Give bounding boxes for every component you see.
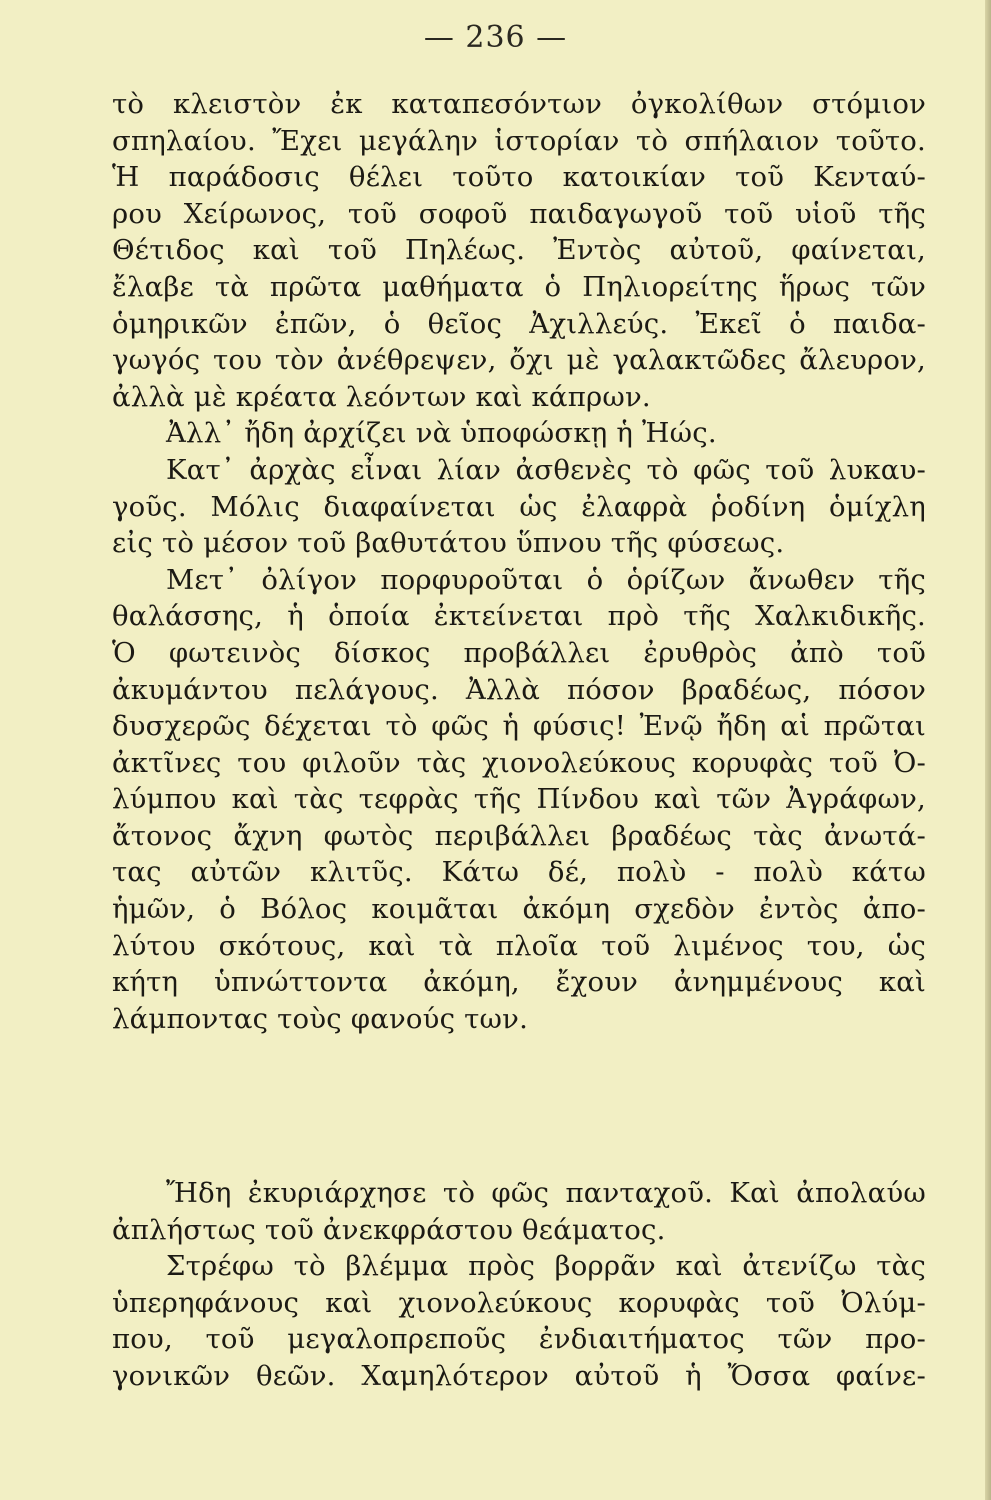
text-line: Στρέφω τὸ βλέμμα πρὸς βορρᾶν καὶ ἀτενίζω τὰς (166, 1250, 926, 1283)
text-line: δυσχερῶς δέχεται τὸ φῶς ἡ φύσις! Ἐνῷ ἤδη αἱ πρῶται (112, 710, 926, 743)
text-line: θαλάσσης, ἡ ὁποία ἐκτείνεται πρὸ τῆς Χαλκιδικῆς. (112, 600, 926, 633)
page-number: — 236 — (423, 20, 568, 55)
text-line: λάμποντας τοὺς φανούς των. (112, 1002, 529, 1035)
text-line: ἀκτῖνες του φιλοῦν τὰς χιονολεύκους κορυφὰς τοῦ Ὀ- (112, 746, 926, 779)
paragraph (112, 452, 926, 562)
text-line: εἰς τὸ μέσον τοῦ βαθυτάτου ὕπνου τῆς φύσεως. (112, 527, 785, 560)
text-line: λύμπου καὶ τὰς τεφρὰς τῆς Πίνδου καὶ τῶν Ἀγράφων, (112, 783, 926, 816)
paragraph (112, 1175, 926, 1248)
text-line: ὁμηρικῶν ἐπῶν, ὁ θεῖος Ἀχιλλεύς. Ἐκεῖ ὁ παιδα- (112, 307, 926, 340)
text-line: ἀκυμάντου πελάγους. Ἀλλὰ πόσον βραδέως, πόσον (112, 673, 926, 706)
text-line: γωγός του τὸν ἀνέθρεψεν, ὄχι μὲ γαλακτῶδες ἄλευρον, (112, 344, 926, 377)
text-line: ὑπερηφάνους καὶ χιονολεύκους κορυφὰς τοῦ Ὀλύμ- (112, 1286, 926, 1319)
text-line: ρου Χείρωνος, τοῦ σοφοῦ παιδαγωγοῦ τοῦ υἱοῦ τῆς (112, 197, 926, 230)
text-line: ἡμῶν, ὁ Βόλος κοιμᾶται ἀκόμη σχεδὸν ἐντὸς ἀπο- (112, 893, 926, 926)
text-line: γονικῶν θεῶν. Χαμηλότερον αὐτοῦ ἡ Ὄσσα φαίνε- (112, 1359, 926, 1392)
paragraph (112, 86, 926, 415)
text-line: Ἤδη ἐκυριάρχησε τὸ φῶς πανταχοῦ. Καὶ ἀπολαύω (166, 1177, 926, 1209)
text-line: Κατ᾽ ἀρχὰς εἶναι λίαν ἀσθενὲς τὸ φῶς τοῦ λυκαυ- (166, 453, 926, 486)
text-line: τας αὐτῶν κλιτῦς. Κάτω δέ, πολὺ - πολὺ κάτω (112, 856, 926, 889)
text-line: Ἀλλ᾽ ἤδη ἀρχίζει νὰ ὑποφώσκῃ ἡ Ἠώς. (166, 417, 717, 450)
text-block-lower (112, 1175, 926, 1395)
text-line: που, τοῦ μεγαλοπρεποῦς ἐνδιαιτήματος τῶν προ- (112, 1323, 926, 1356)
text-line: γοῦς. Μόλις διαφαίνεται ὡς ἐλαφρὰ ῥοδίνη ὁμίχλη (112, 490, 926, 523)
text-line: Μετ᾽ ὀλίγον πορφυροῦται ὁ ὁρίζων ἄνωθεν τῆς (166, 563, 926, 596)
text-line: ἀλλὰ μὲ κρέατα λεόντων καὶ κάπρων. (112, 380, 651, 413)
paragraph (112, 415, 926, 452)
text-line: κήτη ὑπνώττοντα ἀκόμη, ἔχουν ἀνημμένους καὶ (112, 966, 926, 999)
text-line: ἀπλήστως τοῦ ἀνεκφράστου θεάματος. (112, 1213, 666, 1246)
paragraph (112, 562, 926, 1038)
text-block-upper (112, 86, 926, 1037)
text-line: ἄτονος ἄχνη φωτὸς περιβάλλει βραδέως τὰς ἀνωτά- (112, 819, 926, 852)
text-line: Ἡ παράδοσις θέλει τοῦτο κατοικίαν τοῦ Κενταύ- (112, 161, 926, 194)
paragraph (112, 1248, 926, 1394)
page-edge (985, 0, 991, 1500)
text-line: ἔλαβε τὰ πρῶτα μαθήματα ὁ Πηλιορείτης ἥρως τῶν (112, 270, 926, 303)
text-line: Θέτιδος καὶ τοῦ Πηλέως. Ἐντὸς αὐτοῦ, φαίνεται, (112, 234, 926, 267)
text-line: τὸ κλειστὸν ἐκ καταπεσόντων ὀγκολίθων στόμιον (112, 88, 926, 120)
text-line: Ὁ φωτεινὸς δίσκος προβάλλει ἐρυθρὸς ἀπὸ τοῦ (112, 636, 926, 669)
text-line: σπηλαίου. Ἔχει μεγάλην ἱστορίαν τὸ σπήλαιον τοῦτο. (112, 124, 926, 157)
text-line: λύτου σκότους, καὶ τὰ πλοῖα τοῦ λιμένος του, ὡς (112, 929, 926, 962)
